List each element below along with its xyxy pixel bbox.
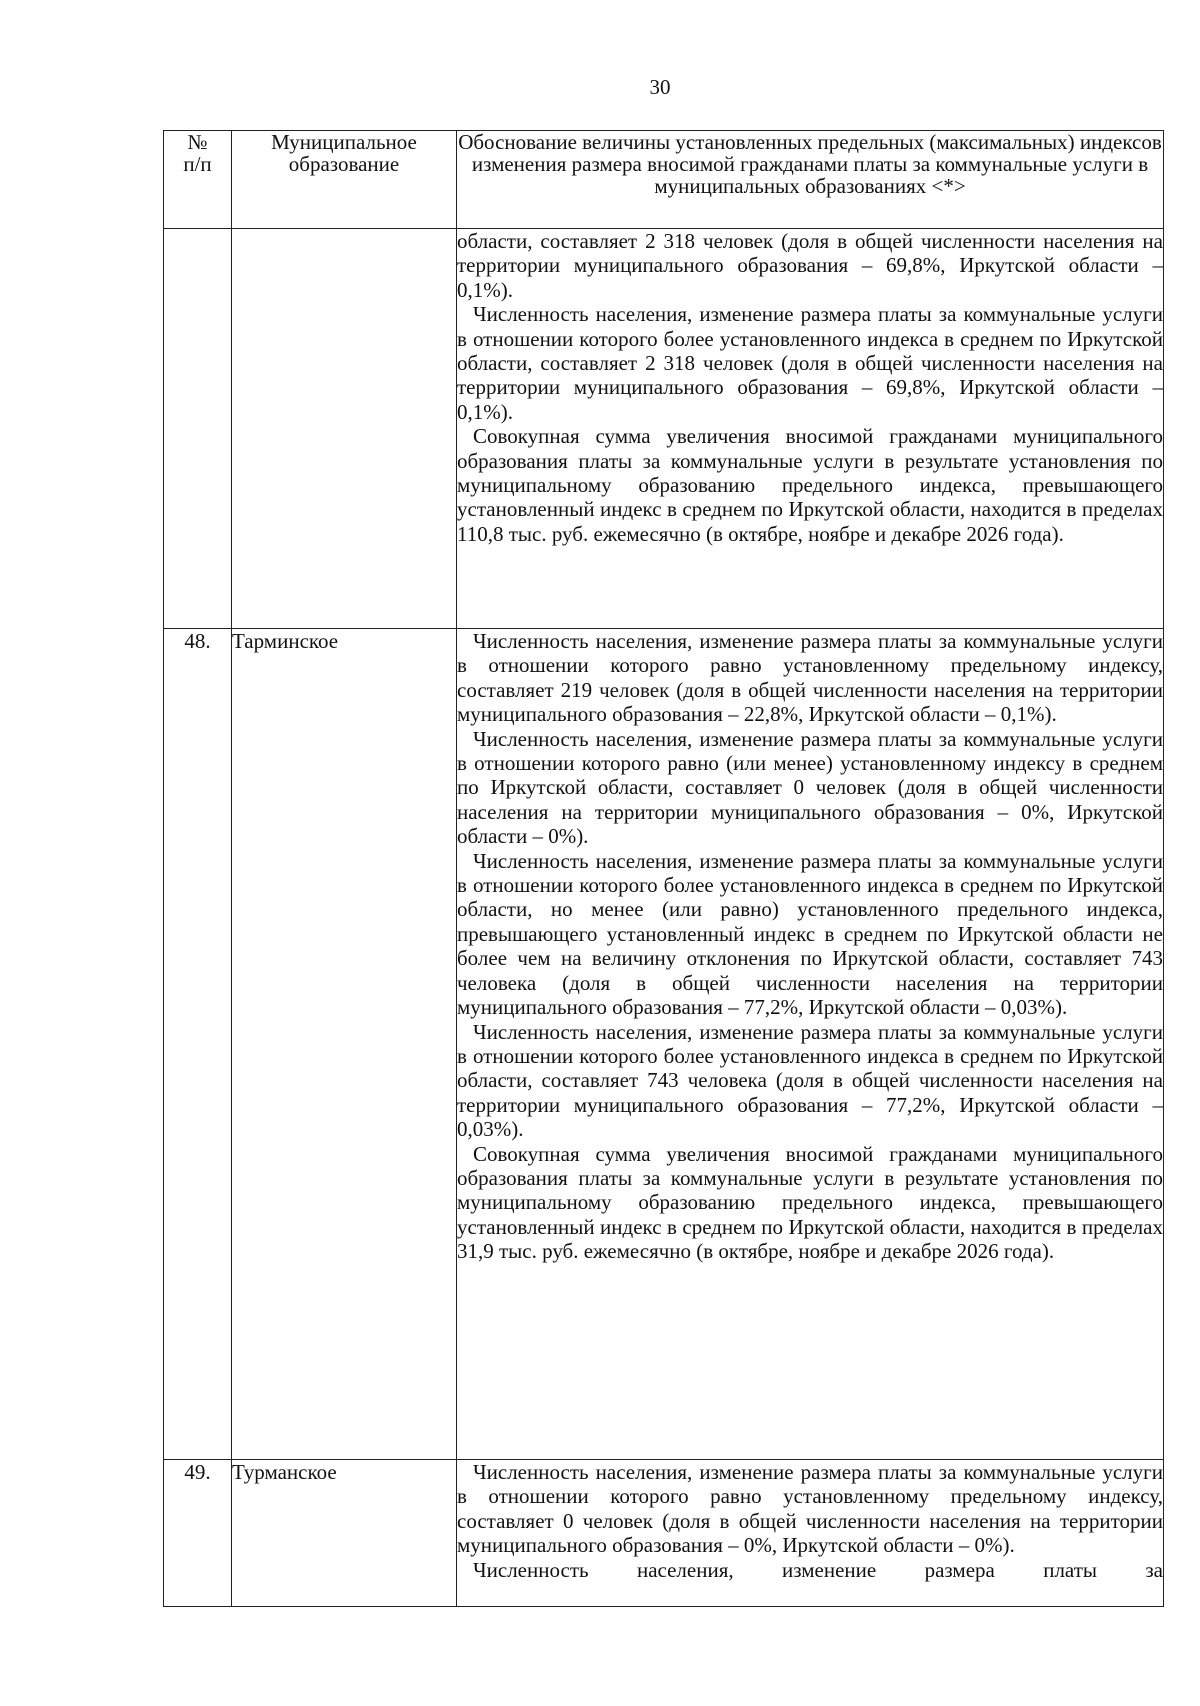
table-row xyxy=(164,1460,1164,1607)
justification-paragraph: Численность населения, изменение размера платы за коммунальные услуги в отношении которого равно (или менее) установленному индексу в среднем по Иркутской области, составляет 0 человек (доля в общей численности населения на территории муниципального образования – 0%, Иркутской области – 0%). xyxy=(457,726,1163,849)
justification-paragraph: Совокупная сумма увеличения вносимой гражданами муниципального образования платы за коммунальные услуги в результате установления по муниципальному образованию предельного индекса, превышающего установленный индекс в среднем по Иркутской области, находится в пределах 110,8 тыс. руб. ежемесячно (в октябре, ноябре и декабре 2026 года). xyxy=(457,424,1163,546)
index-justification-table xyxy=(163,130,1164,1607)
justification-paragraph: Численность населения, изменение размера платы за коммунальные услуги в отношении которого более установленного индекса в среднем по Иркутской области, составляет 743 человека (доля в общей численности населения на территории муниципального образования – 77,2%, Иркутской области – 0,03%). xyxy=(457,1019,1163,1142)
table-row xyxy=(164,629,1164,1460)
row-justification xyxy=(457,1460,1164,1607)
row-number: 48. xyxy=(164,629,232,1460)
row-number xyxy=(164,229,232,629)
row-municipality xyxy=(232,229,457,629)
header-number-label: № п/п xyxy=(183,130,212,176)
table-row xyxy=(164,229,1164,629)
row-municipality: Тарминское xyxy=(232,629,457,1460)
justification-paragraph: области, составляет 2 318 человек (доля в общей численности населения на территории муниципального образования – 69,8%, Иркутской области – 0,1%). xyxy=(457,229,1163,302)
row-number: 49. xyxy=(164,1460,232,1607)
justification-paragraph: Численность населения, изменение размера платы за коммунальные услуги в отношении которого более установленного индекса в среднем по Иркутской области, но менее (или равно) установленного предельного индекса, превышающего установленный индекс в среднем по Иркутской области не более чем на величину отклонения по Иркутской области, составляет 743 человека (доля в общей численности населения на территории муниципального образования – 77,2%, Иркутской области – 0,03%). xyxy=(457,848,1163,1020)
justification-paragraph: Совокупная сумма увеличения вносимой гражданами муниципального образования платы за коммунальные услуги в результате установления по муниципальному образованию предельного индекса, превышающего установленный индекс в среднем по Иркутской области, находится в пределах 31,9 тыс. руб. ежемесячно (в октябре, ноябре и декабре 2026 года). xyxy=(457,1141,1163,1264)
row-justification xyxy=(457,629,1164,1460)
table-header-row xyxy=(164,131,1164,229)
row-municipality: Турманское xyxy=(232,1460,457,1607)
header-municipality xyxy=(232,131,457,229)
page-number: 30 xyxy=(649,75,671,99)
justification-paragraph: Численность населения, изменение размера платы за xyxy=(473,1557,1163,1582)
row-justification xyxy=(457,229,1164,629)
justification-paragraph: Численность населения, изменение размера платы за коммунальные услуги в отношении которого равно установленному предельному индексу, составляет 219 человек (доля в общей численности населения на территории муниципального образования – 22,8%, Иркутской области – 0,1%). xyxy=(457,629,1163,727)
justification-paragraph: Численность населения, изменение размера платы за коммунальные услуги в отношении которого равно установленному предельному индексу, составляет 0 человек (доля в общей численности населения на территории муниципального образования – 0%, Иркутской области – 0%). xyxy=(457,1460,1163,1558)
header-justification xyxy=(457,131,1164,229)
header-number xyxy=(164,131,232,229)
justification-paragraph: Численность населения, изменение размера платы за коммунальные услуги в отношении которого более установленного индекса в среднем по Иркутской области, составляет 2 318 человек (доля в общей численности населения на территории муниципального образования – 69,8%, Иркутской области – 0,1%). xyxy=(457,302,1163,424)
header-municipality-label: Муниципальное образование xyxy=(271,130,417,176)
header-justification-label: Обоснование величины установленных предельных (максимальных) индексов изменения размера вносимой гражданами платы за коммунальные услуги в муниципальных образованиях <*> xyxy=(458,130,1162,198)
